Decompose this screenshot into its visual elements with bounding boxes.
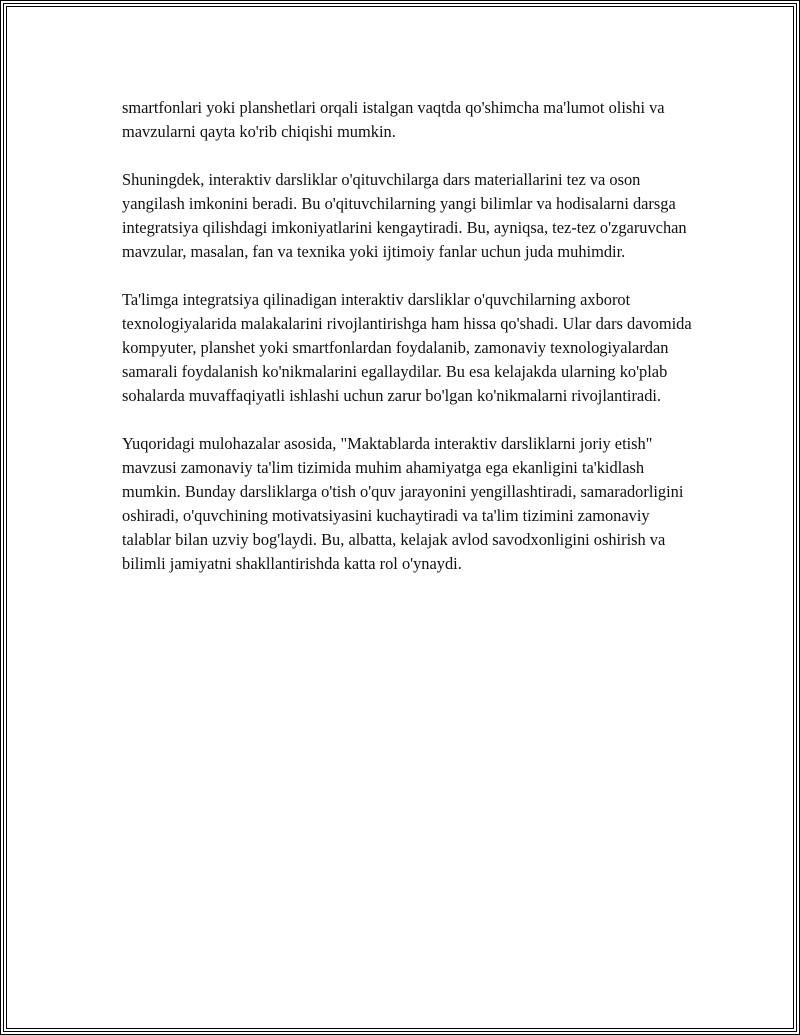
document-body — [122, 96, 702, 600]
paragraph-it-skills: Ta'limga integratsiya qilinadigan interaktiv darsliklar o'quvchilarning axborot texnologiyalarida malakalarini rivojlantirishga ham hissa qo'shadi. Ular dars davomida kompyuter, planshet yoki smartfonlardan foydalanib, zamonaviy texnologiyalardan samarali foydalanish ko'nikmalarini egallaydilar. Bu esa kelajakda ularning ko'plab sohalarda muvaffaqiyatli ishlashi uchun zarur bo'lgan ko'nikmalarni rivojlantiradi. — [122, 290, 692, 405]
paragraph-continuation: smartfonlari yoki planshetlari orqali istalgan vaqtda qo'shimcha ma'lumot olishi va mavzularni qayta ko'rib chiqishi mumkin. — [122, 98, 665, 141]
paragraph-conclusion: Yuqoridagi mulohazalar asosida, "Maktablarda interaktiv darsliklarni joriy etish" mavzusi zamonaviy ta'lim tizimida muhim ahamiyatga ega ekanligini ta'kidlash mumkin. Bunday darsliklarga o'tish o'quv jarayonini yengillashtiradi, samaradorligini oshiradi, o'quvchining motivatsiyasini kuchaytiradi va ta'lim tizimini zamonaviy talablar bilan uzviy bog'laydi. Bu, albatta, kelajak avlod savodxonligini oshirish va bilimli jamiyatni shakllantirishda katta rol o'ynaydi. — [122, 434, 684, 573]
paragraph-teacher-benefits: Shuningdek, interaktiv darsliklar o'qituvchilarga dars materiallarini tez va oson yangilash imkonini beradi. Bu o'qituvchilarning yangi bilimlar va hodisalarni darsga integratsiya qilishdagi imkoniyatlarini kengaytiradi. Bu, ayniqsa, tez-tez o'zgaruvchan mavzular, masalan, fan va texnika yoki ijtimoiy fanlar uchun juda muhimdir. — [122, 170, 687, 261]
